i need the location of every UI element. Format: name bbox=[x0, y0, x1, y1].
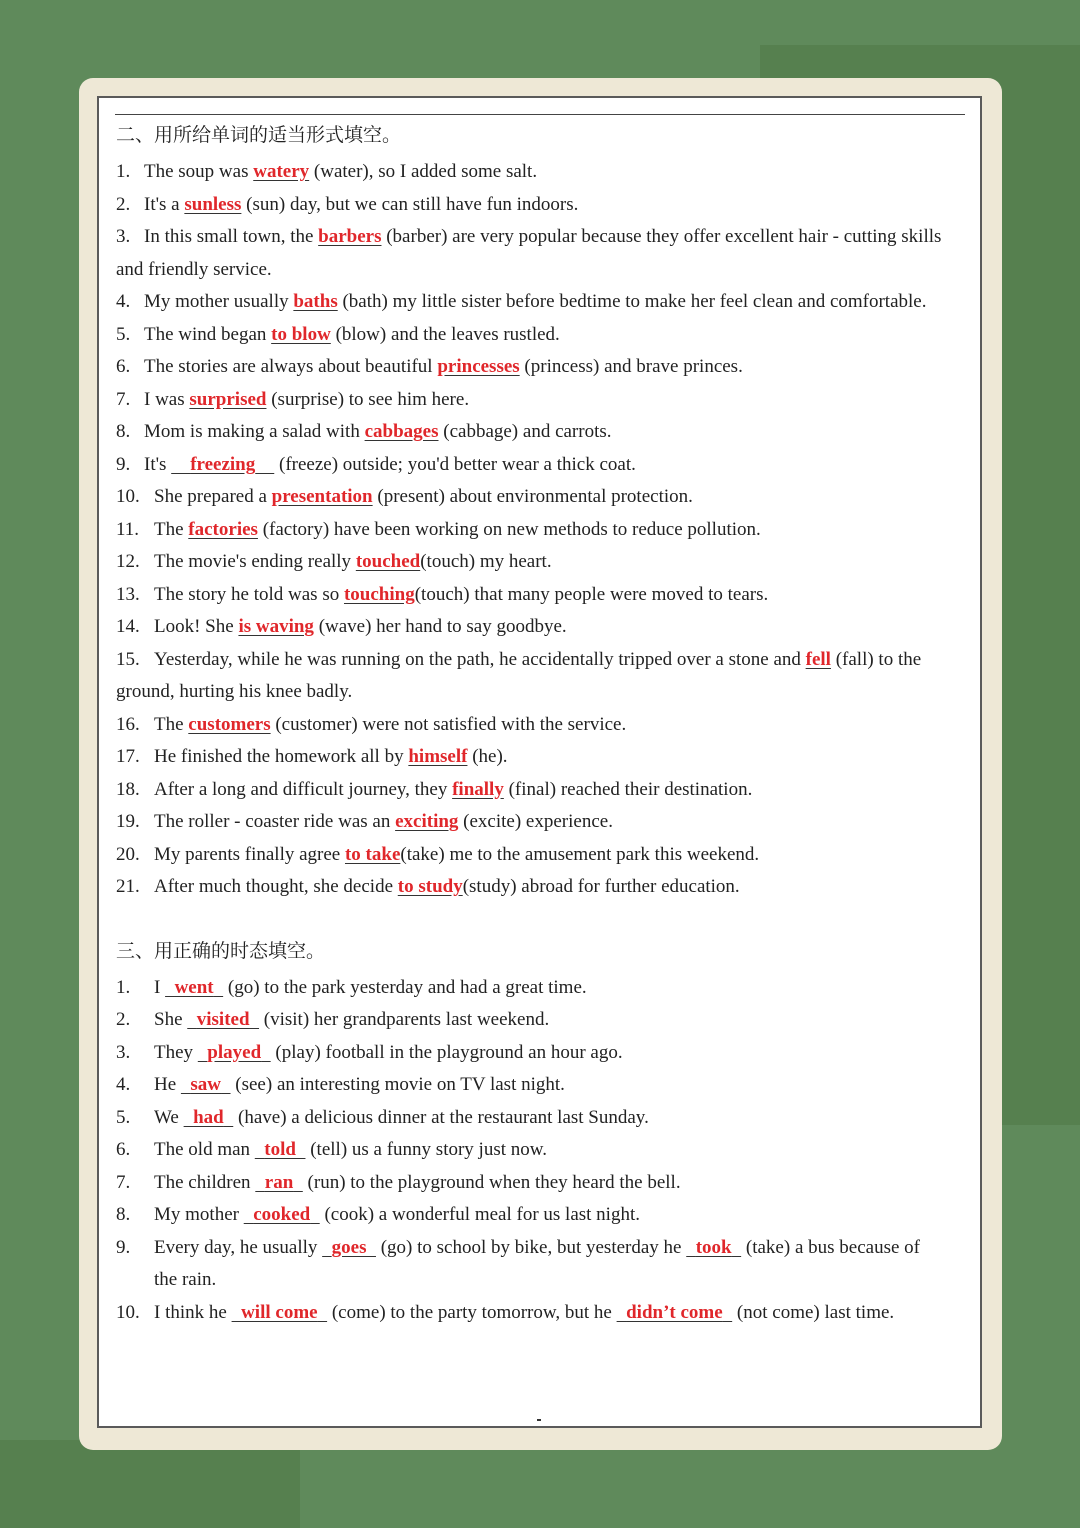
question-text: (come) to the party tomorrow, but he bbox=[327, 1301, 617, 1323]
question-number: 5. bbox=[116, 323, 131, 345]
question-item bbox=[116, 514, 946, 547]
answer: to take bbox=[344, 843, 401, 865]
question-number: 3. bbox=[116, 226, 131, 247]
answer: touching bbox=[343, 583, 415, 605]
question-item bbox=[116, 709, 946, 742]
answer: surprised bbox=[189, 388, 267, 410]
answer: took bbox=[695, 1236, 732, 1258]
question-text: (fall) to the ground, hurting his knee badly. bbox=[116, 648, 922, 702]
question-text: I think he bbox=[154, 1301, 232, 1323]
answer: told bbox=[264, 1139, 296, 1160]
question-item bbox=[116, 156, 946, 189]
answer-blank bbox=[198, 1042, 271, 1063]
question-text: They bbox=[154, 1041, 198, 1063]
question-number: 15. bbox=[116, 648, 140, 670]
answer: goes bbox=[331, 1236, 367, 1258]
answer: fell bbox=[805, 648, 831, 670]
question-text: The old man bbox=[154, 1139, 255, 1160]
answer-blank bbox=[255, 1172, 303, 1193]
question-text: (freeze) outside; you'd better wear a thick coat. bbox=[274, 453, 636, 475]
question-number: 14. bbox=[116, 616, 140, 637]
question-item bbox=[116, 579, 946, 612]
question-text: (surprise) to see him here. bbox=[266, 388, 470, 410]
answer: customers bbox=[188, 713, 271, 735]
question-text: Every day, he usually bbox=[154, 1236, 323, 1258]
question-item bbox=[116, 1037, 946, 1070]
answer-blank bbox=[171, 454, 274, 475]
question-text: I bbox=[154, 976, 166, 998]
answer: cabbages bbox=[364, 421, 439, 442]
question-text: Mom is making a salad with bbox=[144, 421, 365, 442]
answer: went bbox=[174, 976, 214, 998]
answer: factories bbox=[188, 518, 258, 540]
question-item bbox=[116, 449, 946, 482]
question-text: She bbox=[154, 1009, 188, 1030]
question-number: 4. bbox=[116, 291, 131, 312]
answer: will come bbox=[241, 1301, 318, 1323]
answer: baths bbox=[293, 291, 338, 312]
answer: saw bbox=[190, 1074, 222, 1095]
question-number: 4. bbox=[116, 1074, 131, 1095]
question-text: (cook) a wonderful meal for us last night. bbox=[319, 1204, 640, 1225]
question-item bbox=[116, 741, 946, 774]
question-text: (touch) my heart. bbox=[420, 551, 552, 572]
answer-blank bbox=[686, 1237, 741, 1258]
question-number: 1. bbox=[116, 976, 131, 998]
question-text: He bbox=[154, 1074, 181, 1095]
question-item bbox=[116, 1004, 946, 1037]
question-item bbox=[116, 1134, 946, 1167]
section-heading: 二、用所给单词的适当形式填空。 bbox=[116, 124, 402, 146]
question-text: (bath) my little sister before bedtime to make her feel clean and comfortable. bbox=[337, 291, 927, 312]
question-text: In this small town, the bbox=[144, 226, 319, 247]
question-text: The stories are always about beautiful bbox=[144, 356, 438, 377]
question-item bbox=[116, 286, 946, 319]
question-text: The bbox=[154, 518, 189, 540]
question-text: (have) a delicious dinner at the restaurant last Sunday. bbox=[233, 1106, 649, 1128]
question-number: 2. bbox=[116, 193, 131, 215]
question-text: (wave) her hand to say goodbye. bbox=[313, 616, 567, 637]
question-text: After a long and difficult journey, they bbox=[154, 778, 453, 800]
question-number: 2. bbox=[116, 1009, 131, 1030]
question-text: My mother bbox=[154, 1204, 244, 1225]
question-text: (sun) day, but we can still have fun indoors. bbox=[241, 193, 579, 215]
answer: sunless bbox=[184, 193, 242, 215]
question-text: My mother usually bbox=[144, 291, 294, 312]
section-gap bbox=[116, 904, 946, 932]
question-item bbox=[116, 416, 946, 449]
worksheet-content bbox=[116, 116, 946, 1329]
question-text: Look! She bbox=[154, 616, 239, 637]
question-item bbox=[116, 1069, 946, 1102]
question-number: 10. bbox=[116, 1301, 140, 1323]
question-item bbox=[116, 384, 946, 417]
question-text: The bbox=[154, 713, 189, 735]
question-text: (see) an interesting movie on TV last night. bbox=[230, 1074, 565, 1095]
question-text: (study) abroad for further education. bbox=[462, 876, 740, 897]
question-item bbox=[116, 1167, 946, 1200]
answer: didn’t come bbox=[626, 1301, 723, 1323]
question-text: (he). bbox=[467, 746, 508, 767]
question-text: (blow) and the leaves rustled. bbox=[330, 323, 560, 345]
question-item bbox=[116, 644, 946, 709]
question-item bbox=[116, 1232, 946, 1297]
question-text: The movie's ending really bbox=[154, 551, 356, 572]
question-text: The story he told was so bbox=[154, 583, 344, 605]
question-item bbox=[116, 481, 946, 514]
question-item bbox=[116, 871, 946, 904]
question-text: (not come) last time. bbox=[732, 1301, 895, 1323]
answer-blank bbox=[187, 1009, 259, 1030]
question-number: 11. bbox=[116, 518, 140, 540]
question-number: 1. bbox=[116, 161, 131, 182]
top-rule bbox=[115, 114, 965, 115]
section-tenses bbox=[116, 932, 946, 1330]
question-text: We bbox=[154, 1106, 184, 1128]
question-text: (princess) and brave princes. bbox=[519, 356, 743, 377]
answer-blank bbox=[184, 1107, 234, 1128]
question-item bbox=[116, 351, 946, 384]
question-number: 7. bbox=[116, 1171, 131, 1193]
question-text: (tell) us a funny story just now. bbox=[305, 1139, 547, 1160]
question-number: 20. bbox=[116, 843, 140, 865]
question-item bbox=[116, 319, 946, 352]
question-item bbox=[116, 1199, 946, 1232]
question-text: The soup was bbox=[144, 161, 254, 182]
question-text: It's bbox=[144, 453, 172, 475]
question-text: (take) a bus because of the rain. bbox=[154, 1236, 920, 1290]
question-item bbox=[116, 972, 946, 1005]
question-number: 8. bbox=[116, 421, 131, 442]
answer: barbers bbox=[318, 226, 382, 247]
question-text: (visit) her grandparents last weekend. bbox=[259, 1009, 550, 1030]
question-number: 13. bbox=[116, 583, 140, 605]
answer-blank bbox=[165, 977, 223, 998]
question-text: The roller - coaster ride was an bbox=[154, 811, 396, 832]
question-item bbox=[116, 1102, 946, 1135]
section-word-forms bbox=[116, 116, 946, 904]
answer: ran bbox=[264, 1171, 294, 1193]
question-text: I was bbox=[144, 388, 190, 410]
question-number: 9. bbox=[116, 1236, 131, 1258]
question-item bbox=[116, 611, 946, 644]
answer: to blow bbox=[271, 323, 331, 345]
answer: princesses bbox=[437, 356, 520, 377]
question-number: 5. bbox=[116, 1106, 131, 1128]
answer: touched bbox=[355, 551, 421, 572]
question-text: (water), so I added some salt. bbox=[309, 161, 538, 182]
question-text: (final) reached their destination. bbox=[503, 778, 753, 800]
question-item bbox=[116, 839, 946, 872]
question-number: 9. bbox=[116, 453, 131, 475]
question-list bbox=[116, 972, 946, 1330]
question-item bbox=[116, 189, 946, 222]
question-text: She prepared a bbox=[154, 486, 272, 507]
question-number: 10. bbox=[116, 486, 140, 507]
question-text: (factory) have been working on new methods to reduce pollution. bbox=[257, 518, 761, 540]
question-text: He finished the homework all by bbox=[154, 746, 409, 767]
question-number: 18. bbox=[116, 778, 140, 800]
answer-blank bbox=[181, 1074, 231, 1095]
answer: played bbox=[207, 1041, 262, 1063]
answer: to study bbox=[397, 876, 463, 897]
page-mark bbox=[537, 1419, 541, 1421]
question-text: (barber) are very popular because they offer excellent hair - cutting skills and friendly service. bbox=[116, 226, 942, 280]
question-number: 8. bbox=[116, 1204, 131, 1225]
answer: visited bbox=[196, 1009, 250, 1030]
answer: himself bbox=[408, 746, 468, 767]
question-number: 16. bbox=[116, 713, 140, 735]
question-text: (go) to school by bike, but yesterday he bbox=[375, 1236, 687, 1258]
question-text: (present) about environmental protection. bbox=[372, 486, 693, 507]
question-text: (excite) experience. bbox=[458, 811, 613, 832]
question-text: The children bbox=[154, 1171, 256, 1193]
answer-blank bbox=[255, 1139, 306, 1160]
question-item bbox=[116, 774, 946, 807]
question-text: (run) to the playground when they heard the bell. bbox=[302, 1171, 681, 1193]
answer: cooked bbox=[253, 1204, 311, 1225]
question-number: 6. bbox=[116, 356, 131, 377]
answer: watery bbox=[253, 161, 310, 182]
answer: is waving bbox=[238, 616, 314, 637]
question-text: (customer) were not satisfied with the service. bbox=[270, 713, 627, 735]
answer: freezing bbox=[190, 453, 256, 475]
question-text: Yesterday, while he was running on the path, he accidentally tripped over a stone and bbox=[154, 648, 806, 670]
question-item bbox=[116, 221, 946, 286]
question-text: The wind began bbox=[144, 323, 272, 345]
question-number: 6. bbox=[116, 1139, 131, 1160]
answer-blank bbox=[244, 1204, 320, 1225]
question-number: 21. bbox=[116, 876, 140, 897]
answer: finally bbox=[452, 778, 504, 800]
question-number: 17. bbox=[116, 746, 140, 767]
question-text: (take) me to the amusement park this weekend. bbox=[400, 843, 760, 865]
question-text: (go) to the park yesterday and had a great time. bbox=[223, 976, 587, 998]
question-number: 3. bbox=[116, 1041, 131, 1063]
question-text: (cabbage) and carrots. bbox=[438, 421, 612, 442]
answer-blank bbox=[232, 1302, 328, 1323]
question-text: After much thought, she decide bbox=[154, 876, 398, 897]
question-number: 19. bbox=[116, 811, 140, 832]
answer-blank bbox=[322, 1237, 376, 1258]
section-heading: 三、用正确的时态填空。 bbox=[116, 939, 326, 962]
answer: presentation bbox=[271, 486, 373, 507]
question-number: 7. bbox=[116, 388, 131, 410]
question-item bbox=[116, 806, 946, 839]
question-list bbox=[116, 156, 946, 904]
question-number: 12. bbox=[116, 551, 140, 572]
answer: had bbox=[193, 1106, 224, 1128]
answer-blank bbox=[617, 1302, 733, 1323]
question-text: (touch) that many people were moved to tears. bbox=[414, 583, 769, 605]
question-text: (play) football in the playground an hour ago. bbox=[270, 1041, 623, 1063]
background-shade bbox=[0, 1440, 300, 1528]
answer: exciting bbox=[395, 811, 459, 832]
question-item bbox=[116, 546, 946, 579]
question-text: My parents finally agree bbox=[154, 843, 345, 865]
question-text: It's a bbox=[144, 193, 185, 215]
question-item bbox=[116, 1297, 946, 1330]
